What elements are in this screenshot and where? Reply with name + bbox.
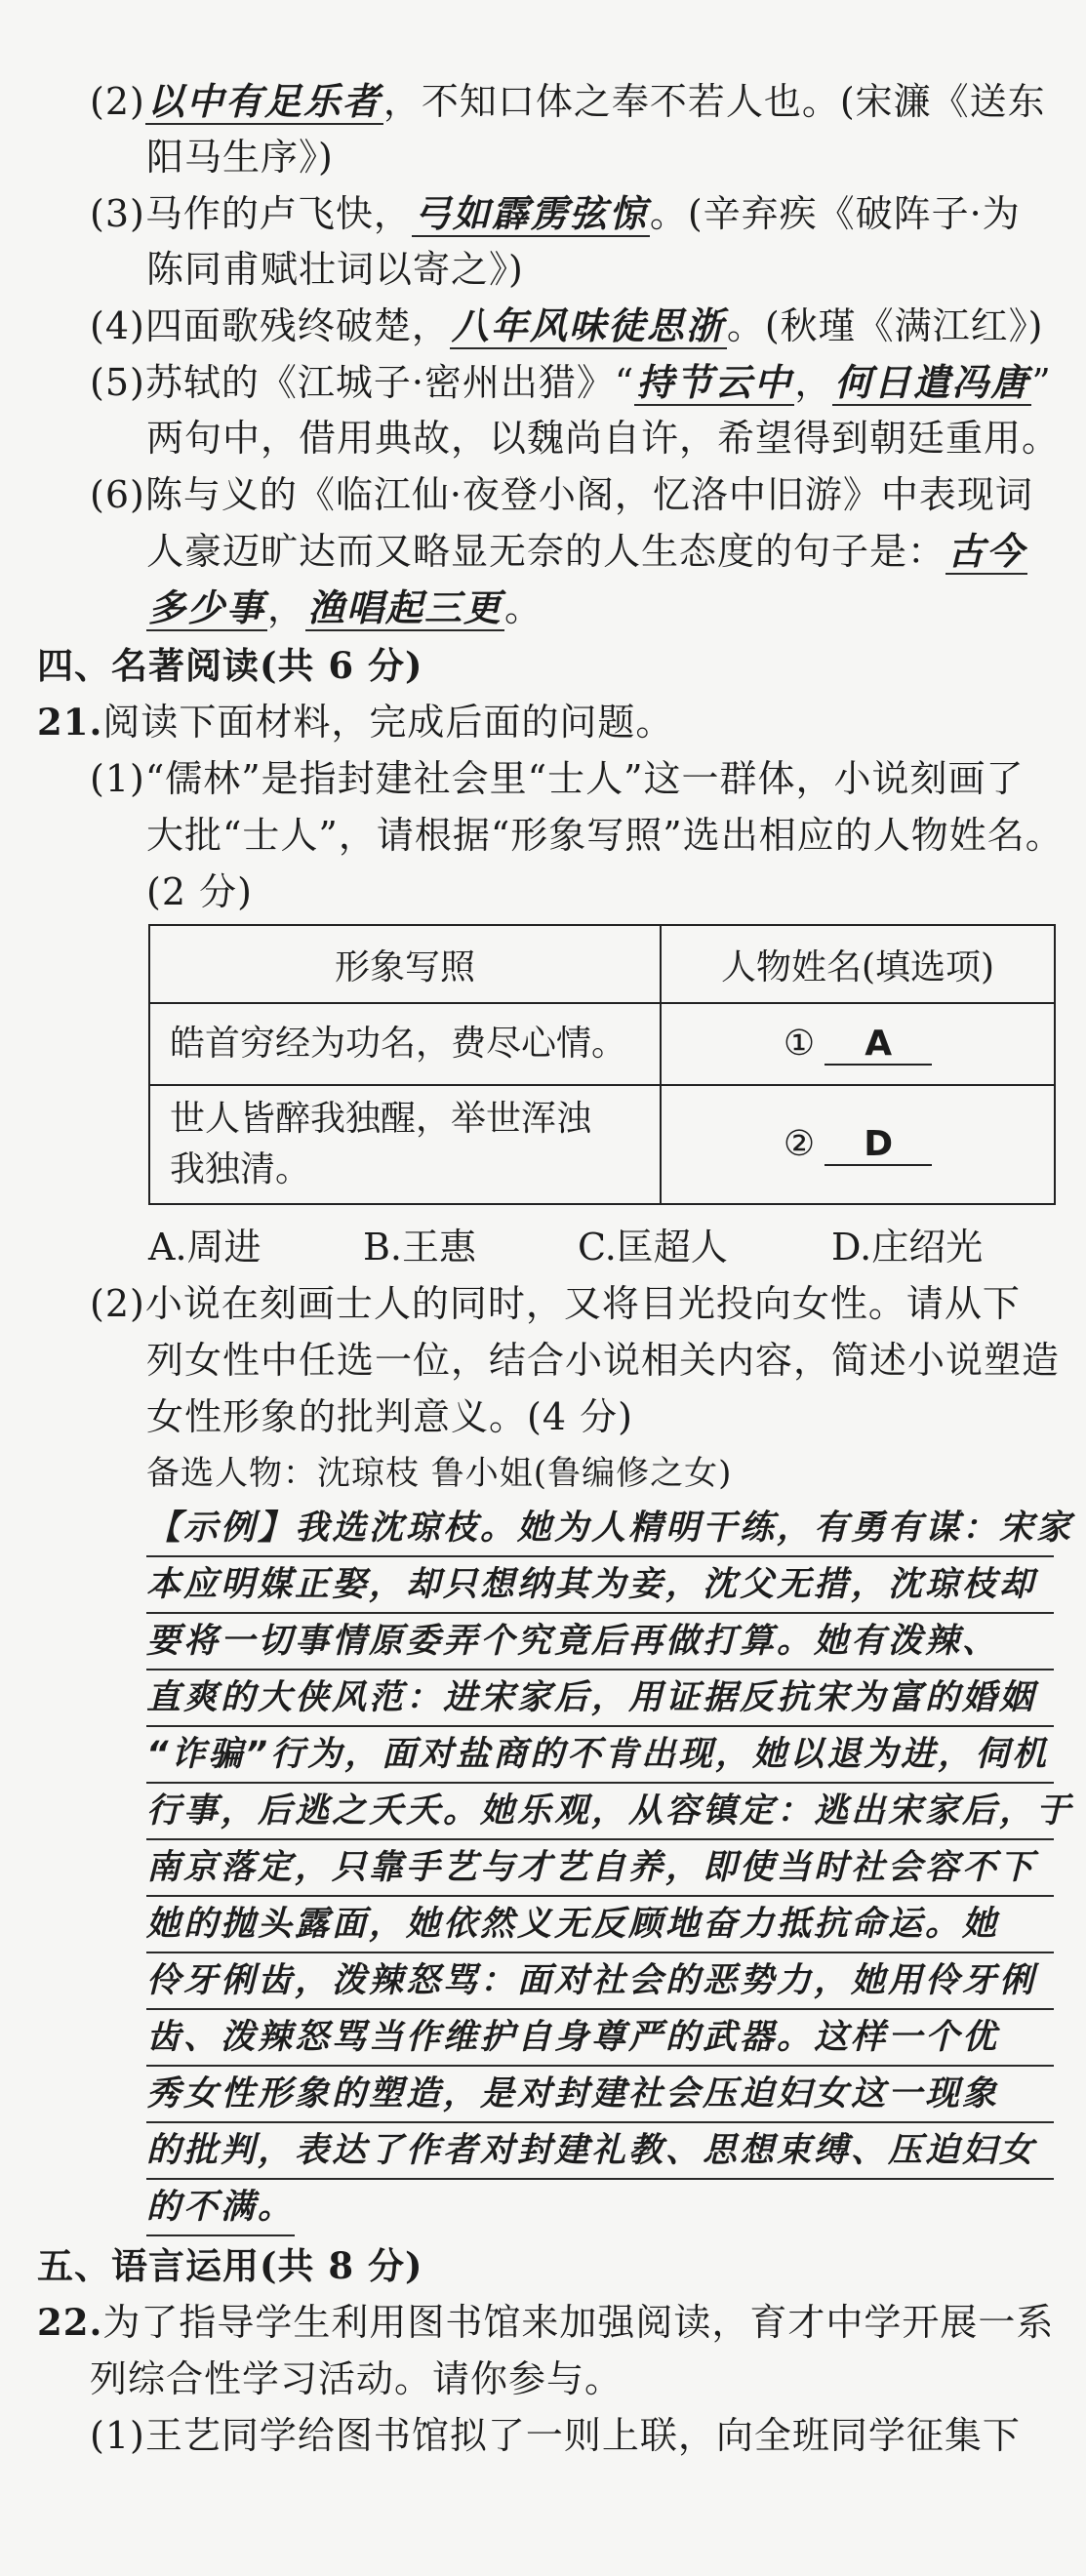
q20-item5-line1: (5)苏轼的《江城子·密州出猎》“持节云中，何日遣冯唐”	[90, 361, 1052, 404]
section4-title: 四、名著阅读(共 6 分)	[37, 644, 423, 687]
model-answer-line: 南京落定，只靠手艺与才艺自养，即使当时社会容不下	[146, 1840, 1054, 1897]
q21-p2-line2: 列女性中任选一位，结合小说相关内容，简述小说塑造	[146, 1339, 1061, 1382]
model-answer-line: 秀女性形象的塑造，是对封建社会压迫妇女这一现象	[146, 2067, 1054, 2123]
model-answer-line: 的不满。	[146, 2180, 295, 2236]
model-answer-line: 要将一切事情原委弄个究竟后再做打算。她有泼辣、	[146, 1614, 1054, 1670]
q21-table	[148, 924, 1056, 1205]
table-row	[149, 1085, 1055, 1204]
q20-item5-answer-b: 何日遣冯唐	[834, 361, 1030, 404]
q20-item3-answer: 弓如霹雳弦惊	[413, 192, 648, 235]
q20-item3-line1: (3)马作的卢飞快，弓如霹雳弦惊。(辛弃疾《破阵子·为	[90, 192, 1021, 235]
q20-item6-line1: (6)陈与义的《临江仙·夜登小阁，忆洛中旧游》中表现词	[90, 473, 1033, 516]
q22-number: 22.	[37, 2301, 103, 2344]
q21-option-b: B.王惠	[363, 1226, 477, 1268]
model-answer-line: “诈骗”行为，面对盐商的不肯出现，她以退为进，伺机	[146, 1727, 1054, 1784]
row1-answer-cell: ① A	[661, 1003, 1055, 1085]
table-row	[149, 1003, 1055, 1085]
q21-p2-line1: (2)小说在刻画士人的同时，又将目光投向女性。请从下	[90, 1282, 1021, 1325]
q20-item2-line1: (2)以中有足乐者，不知口体之奉不若人也。(宋濂《送东	[90, 80, 1046, 123]
q20-item6-line3: 多少事，渔唱起三更。	[148, 586, 543, 629]
q21-option-c: C.匡超人	[578, 1226, 728, 1268]
table-header-row	[149, 925, 1055, 1003]
q22-stem-line2: 列综合性学习活动。请你参与。	[90, 2357, 623, 2400]
model-answer-line: 伶牙俐齿，泼辣怒骂：面对社会的恶势力，她用伶牙俐	[146, 1953, 1054, 2010]
q21-p2-line3: 女性形象的批判意义。(4 分)	[146, 1395, 633, 1438]
q22-stem-line1: 22.为了指导学生利用图书馆来加强阅读，育才中学开展一系	[37, 2301, 1055, 2344]
q21-number: 21.	[37, 701, 103, 744]
table-head-name: 人物姓名(填选项)	[661, 925, 1055, 1003]
row1-description: 皓首穷经为功名，费尽心情。	[149, 1003, 661, 1085]
q20-item3-line2: 陈同甫赋壮词以寄之》)	[146, 248, 524, 291]
section5-title: 五、语言运用(共 8 分)	[37, 2244, 423, 2287]
q20-item2-answer: 以中有足乐者	[146, 80, 382, 123]
model-answer-line: 齿、泼辣怒骂当作维护自身尊严的武器。这样一个优	[146, 2010, 1054, 2067]
model-answer-line: 的批判，表达了作者对封建礼教、思想束缚、压迫妇女	[146, 2123, 1054, 2180]
q20-item6-answer-c: 渔唱起三更	[307, 586, 503, 629]
model-answer-line: 本应明媒正娶，却只想纳其为妾，沈父无措，沈琼枝却	[146, 1557, 1054, 1614]
q21-option-d: D.庄绍光	[831, 1226, 984, 1268]
q20-item6-answer-a: 古今	[947, 530, 1026, 573]
q21-p1-line2: 大批“士人”，请根据“形象写照”选出相应的人物姓名。	[146, 814, 1064, 857]
q20-item2-line2: 阳马生序》)	[146, 136, 334, 179]
q20-item6-line2: 人豪迈旷达而又略显无奈的人生态度的句子是：古今	[146, 530, 1026, 573]
model-answer-line: 她的抛头露面，她依然义无反顾地奋力抵抗命运。她	[146, 1897, 1054, 1953]
q20-item6-answer-b: 多少事	[148, 586, 266, 629]
row1-answer: A	[825, 1024, 932, 1066]
q20-item5-answer-a: 持节云中	[636, 361, 793, 404]
q21-candidates: 备选人物：沈琼枝 鲁小姐(鲁编修之女)	[146, 1454, 733, 1493]
q22-p1-line1: (1)王艺同学给图书馆拟了一则上联，向全班同学征集下	[90, 2414, 1021, 2457]
model-answer-line: 行事，后逃之夭夭。她乐观，从容镇定：逃出宋家后，于	[146, 1784, 1054, 1840]
q20-item5-line2: 两句中，借用典故，以魏尚自许，希望得到朝廷重用。	[146, 417, 1061, 460]
q20-item4-answer: 八年风味徒思浙	[451, 304, 725, 347]
table-head-image: 形象写照	[149, 925, 661, 1003]
q21-stem: 21.阅读下面材料，完成后面的问题。	[37, 701, 674, 744]
row2-description: 世人皆醉我独醒，举世浑浊 我独清。	[149, 1085, 661, 1204]
q20-item4-line: (4)四面歌残终破楚，八年风味徒思浙。(秋瑾《满江红》)	[90, 304, 1044, 347]
q21-p1-line1: (1)“儒林”是指封建社会里“士人”这一群体，小说刻画了	[90, 757, 1025, 800]
model-answer-line: 直爽的大侠风范：进宋家后，用证据反抗宋为富的婚姻	[146, 1670, 1054, 1727]
row2-answer: D	[825, 1124, 932, 1166]
row2-answer-cell: ② D	[661, 1085, 1055, 1204]
model-answer-line: 【示例】我选沈琼枝。她为人精明干练，有勇有谋：宋家	[146, 1501, 1054, 1557]
q21-option-a: A.周进	[148, 1226, 261, 1268]
q21-p1-score: (2 分)	[146, 870, 253, 913]
